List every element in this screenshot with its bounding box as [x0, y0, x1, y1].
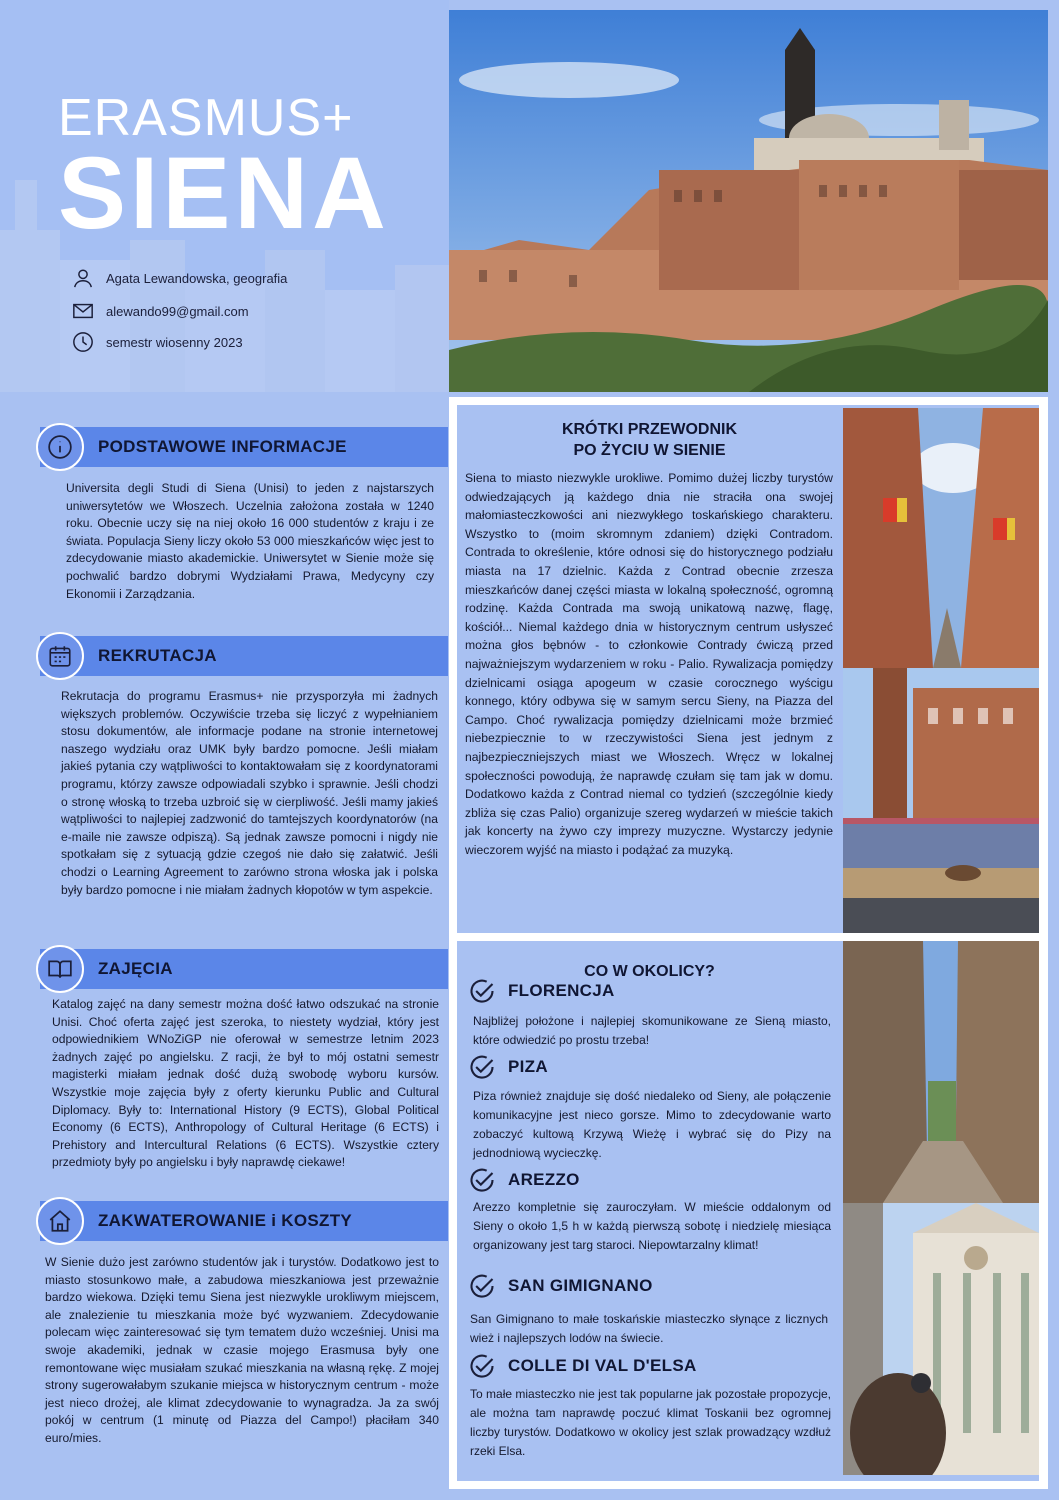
place-florence-heading [468, 977, 615, 1005]
guide-panel [449, 397, 1048, 941]
mail-icon [72, 300, 94, 322]
user-icon [72, 267, 94, 289]
header-panel [0, 0, 449, 392]
section-header-classes [40, 949, 448, 989]
home-icon [36, 1197, 84, 1245]
place-name: PIZA [508, 1057, 548, 1076]
basic-info-text: Universita degli Studi di Siena (Unisi) to jeden z najstarszych uniwersytetów we Włoszech. Uczelnia założona została w 1240 roku. Obecnie uczy się na niej około 16 000 studentów z kraju i ze świata. Populacja Sieny liczy około 53 000 mieszkańców więc jest to zdecydowanie miasto akademickie. Uniwersytet w Sienie może się pochwalić bardzo dobrymi Wydziałami Prawa, Medycyny czy Ekonomii i Zarządzania. [66, 481, 434, 601]
florence-cathedral-photo [843, 1203, 1039, 1475]
check-circle-icon [468, 1272, 496, 1300]
place-colle-desc: To małe miasteczko nie jest tak popularne jak pozostałe propozycje, ale można tam naprawdę poczuć klimat Toskanii bez ogromnej liczby turystów. Dodatkowo w okolicy jest szlak prowadzący wzdłuż rzeki Elsa. [470, 1387, 831, 1458]
book-icon [36, 945, 84, 993]
place-pisa-desc: Piza również znajduje się dość niedaleko od Sieny, ale połączenie komunikacyjne jest nieco gorsze. Mimo to zdecydowanie warto zobaczyć kultową Krzywą Wieżę i wybrać się do Pizy na jednodniową wycieczkę. [473, 1089, 831, 1160]
siena-cityscape-photo [449, 10, 1048, 392]
place-colle-heading [468, 1352, 697, 1380]
guide-panel-inner [457, 405, 1039, 933]
place-name: AREZZO [508, 1170, 580, 1189]
place-arezzo-heading [468, 1166, 580, 1194]
place-arezzo-desc: Arezzo kompletnie się zauroczyłam. W mieście oddalonym od Sieny o około 1,5 h w każdą pierwszą sobotę i niedzielę miesiąca organizowany jest targ staroci. Niepowtarzalny klimat! [473, 1200, 831, 1252]
email-row [72, 300, 432, 322]
clock-icon [72, 331, 94, 353]
check-circle-icon [468, 1166, 496, 1194]
section-title: ZAKWATEROWANIE i KOSZTY [98, 1211, 353, 1230]
section-header-recruitment [40, 636, 448, 676]
nearby-title: CO W OKOLICY? [584, 963, 715, 980]
guide-title-line1: KRÓTKI PRZEWODNIK [561, 421, 738, 438]
semester-text: semestr wiosenny 2023 [106, 334, 243, 350]
section-header-housing [40, 1201, 448, 1241]
place-sangimignano-heading [468, 1272, 653, 1300]
section-header-basic [40, 427, 448, 467]
section-title: REKRUTACJA [98, 646, 217, 665]
author-email[interactable]: alewando99@gmail.com [106, 303, 249, 319]
info-icon [36, 423, 84, 471]
alley-photo [843, 941, 1039, 1203]
palio-race-photo [843, 668, 1039, 933]
check-circle-icon [468, 977, 496, 1005]
housing-text: W Sienie dużo jest zarówno studentów jak i turystów. Dodatkowo jest to miasto stosunkowo małe, a zabudowa mieszkaniowa jest przeważnie bardzo wiekowa. Dzięki temu Siena jest niezwykle urokliwym miejscem, ale znalezienie tu mieszkania może być wyzwaniem. Zdecydowanie polecam więc zainteresować się tym tematem dużo wcześniej. Unisi ma swoje akademiki, jednak w czasie mojego Erasmusa były one remontowane więc musiałam szukać mieszkania na własną rękę. Z mojej strony sugerowałabym szukanie miejsca w historycznym centrum - może jest nieco drożej, ale klimat zdecydowanie to wynagradza. Ja za swój pokój w centrum (1 minutę od Piazza del Campo!) płaciłam 340 euro/mies. [45, 1255, 439, 1445]
semester-row [72, 331, 432, 353]
section-title: PODSTAWOWE INFORMACJE [98, 437, 347, 456]
classes-text: Katalog zajęć na dany semestr można dość łatwo odszukać na stronie Unisi. Choć oferta zajęć jest szeroka, to niestety wydział, który jest odpowiednikiem WNoZiGP nie oferował w semestrze letnim 2023 żadnych zajęć po angielsku. Z racji, że był to mój ostatni semestr magisterki miałam jednak dość dużą swobodę wyboru kursów. Wszystkie moje zajęcia były z oferty kierunku Public and Cultural Diplomacy. Były to: International History (9 ECTS), Global Political Economy (6 ECTS), Anthropology of Cultural Heritage (6 ECTS) i Prehistory and Intercultural Relations (6 ECTS). Wszystkie cztery przedmioty były po angielsku i były naprawdę ciekawe! [52, 997, 439, 1170]
guide-title-line2: PO ŻYCIU W SIENIE [573, 442, 726, 459]
guide-text: Siena to miasto niezwykle urokliwe. Pomimo dużej liczby turystów odwiedzających ją każdego dnia nie straciła ona swojej małomiasteczkowości ani niezwykłego toskańskiego charakteru. Wszystko to (moim skromnym zdaniem) dzięki Contradom. Contrada to określenie, które odnosi się do historycznego podziału miasta na 17 dzielnic. Każda z Contrad obecnie zrzesza mieszkańców danej części miasta w lokalną społeczność, ogromną rodzinę. Każda Contrada ma swoją unikatową nazwę, flagę, kościół... Niemal każdego dnia w historycznym centrum usłyszeć można głos bębnów - to członkowie Contrady ćwiczą przed najważniejszym wydarzeniem w roku - Palio. Rywalizacja pomiędzy dzielnicami osiąga apogeum w czasie corocznego wyścigu konnego, który odbywa się w samym sercu Sieny, na Piazza del Campo. Choć rywalizacja pomiędzy dzielnicami może brzmieć niebezpiecznie to w rzeczywistości Siena jest jednym z najbezpieczniejszych miast we Włoszech. Wręcz w lokalnej społeczności powodują, że naprawdę czułam się tam jak w domu. Dodatkowo każda z Contrad niemal co tydzień (szczególnie kiedy zbliża się czas Palio) organizuje szereg wydarzeń w mieście takich jak koncerty na żywo czy imprezy muzyczne. Wystarczy jedynie wieczorem wyjść na miasto i podążać za muzyką. [465, 471, 833, 857]
place-pisa-heading [468, 1053, 548, 1081]
check-circle-icon [468, 1352, 496, 1380]
place-florence-desc: Najbliżej położone i najlepiej skomunikowane ze Sieną miasto, które odwiedzić po prostu trzeba! [473, 1014, 831, 1047]
author-row [72, 267, 432, 289]
check-circle-icon [468, 1053, 496, 1081]
author-name: Agata Lewandowska, geografia [106, 270, 288, 286]
program-label: ERASMUS+ [58, 89, 354, 147]
section-title: ZAJĘCIA [98, 959, 173, 978]
recruitment-text: Rekrutacja do programu Erasmus+ nie przysporzyła mi żadnych większych problemów. Oczywiście trzeba się liczyć z wypełnianiem stosu dokumentów, ale informacje podane na stronie internetowej naszego wydziału oraz UMK były bardzo pomocne. Jeśli miałam jakieś pytania czy wątpliwości to kontaktowałam się z koordynatorami programu, którzy zawsze odpowiadali szybko i sprawnie. Jeśli chodzi o stronę włoską to trzeba uzbroić się w cierpliwość. Jeśli mamy jakieś wątpliwości to najlepiej zadzwonić do tamtejszych koordynatorów (na e-maile nie zawsze odpiszą). Są jednak zawsze pomocni i nigdy nie spotkałam się z sytuacją gdzie czegoś nie dało się załatwić. Jeśli chodzi o Learning Agreement to zarówno strona włoska jak i polska były bardzo pomocne i nie miałam żadnych kłopotów w tym aspekcie. [61, 689, 438, 897]
place-sangimignano-desc: San Gimignano to małe toskańskie miasteczko słynące z licznych wież i najlepszych lodów na świecie. [470, 1312, 828, 1345]
place-name: FLORENCJA [508, 981, 615, 1000]
place-name: SAN GIMIGNANO [508, 1276, 653, 1295]
calendar-icon [36, 632, 84, 680]
place-name: COLLE DI VAL D'ELSA [508, 1356, 697, 1375]
page-title: SIENA [58, 136, 390, 250]
contrada-street-photo [843, 408, 1039, 668]
